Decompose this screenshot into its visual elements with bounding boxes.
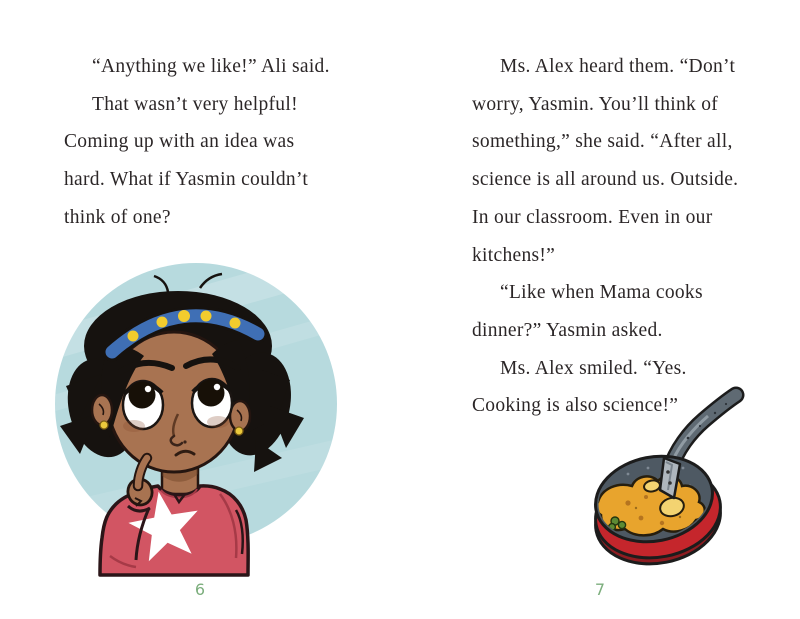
story-line: That wasn’t very helpful!	[92, 93, 298, 115]
earring-left	[100, 421, 108, 429]
story-line: “Anything we like!” Ali said.	[92, 56, 330, 77]
story-line: worry, Yasmin. You’ll think of	[472, 93, 719, 115]
story-line: science is all around us. Outside.	[472, 169, 739, 191]
story-line: Ms. Alex heard them. “Don’t	[500, 56, 736, 77]
story-line: Ms. Alex smiled. “Yes.	[500, 357, 687, 379]
story-line: Coming up with an idea was	[64, 131, 295, 153]
frying-pan-illustration	[578, 386, 746, 566]
page-number-left: 6	[194, 580, 206, 599]
story-line: In our classroom. Even in our	[472, 206, 713, 228]
story-line: hard. What if Yasmin couldn’t	[64, 169, 309, 191]
story-line: dinner?” Yasmin asked.	[472, 319, 663, 341]
story-text-right	[472, 48, 738, 425]
page-right	[400, 0, 800, 619]
story-line: kitchens!”	[472, 244, 556, 266]
story-line: think of one?	[64, 206, 171, 228]
page-number-right: 7	[594, 580, 606, 599]
girl-shirt	[100, 486, 248, 575]
story-line: “Like when Mama cooks	[500, 282, 703, 304]
story-line: Cooking is also science!”	[472, 395, 679, 417]
story-text-left	[64, 48, 330, 237]
story-line: something,” she said. “After all,	[472, 131, 733, 153]
earring-right	[235, 427, 243, 435]
yasmin-thinking-illustration	[50, 258, 342, 580]
